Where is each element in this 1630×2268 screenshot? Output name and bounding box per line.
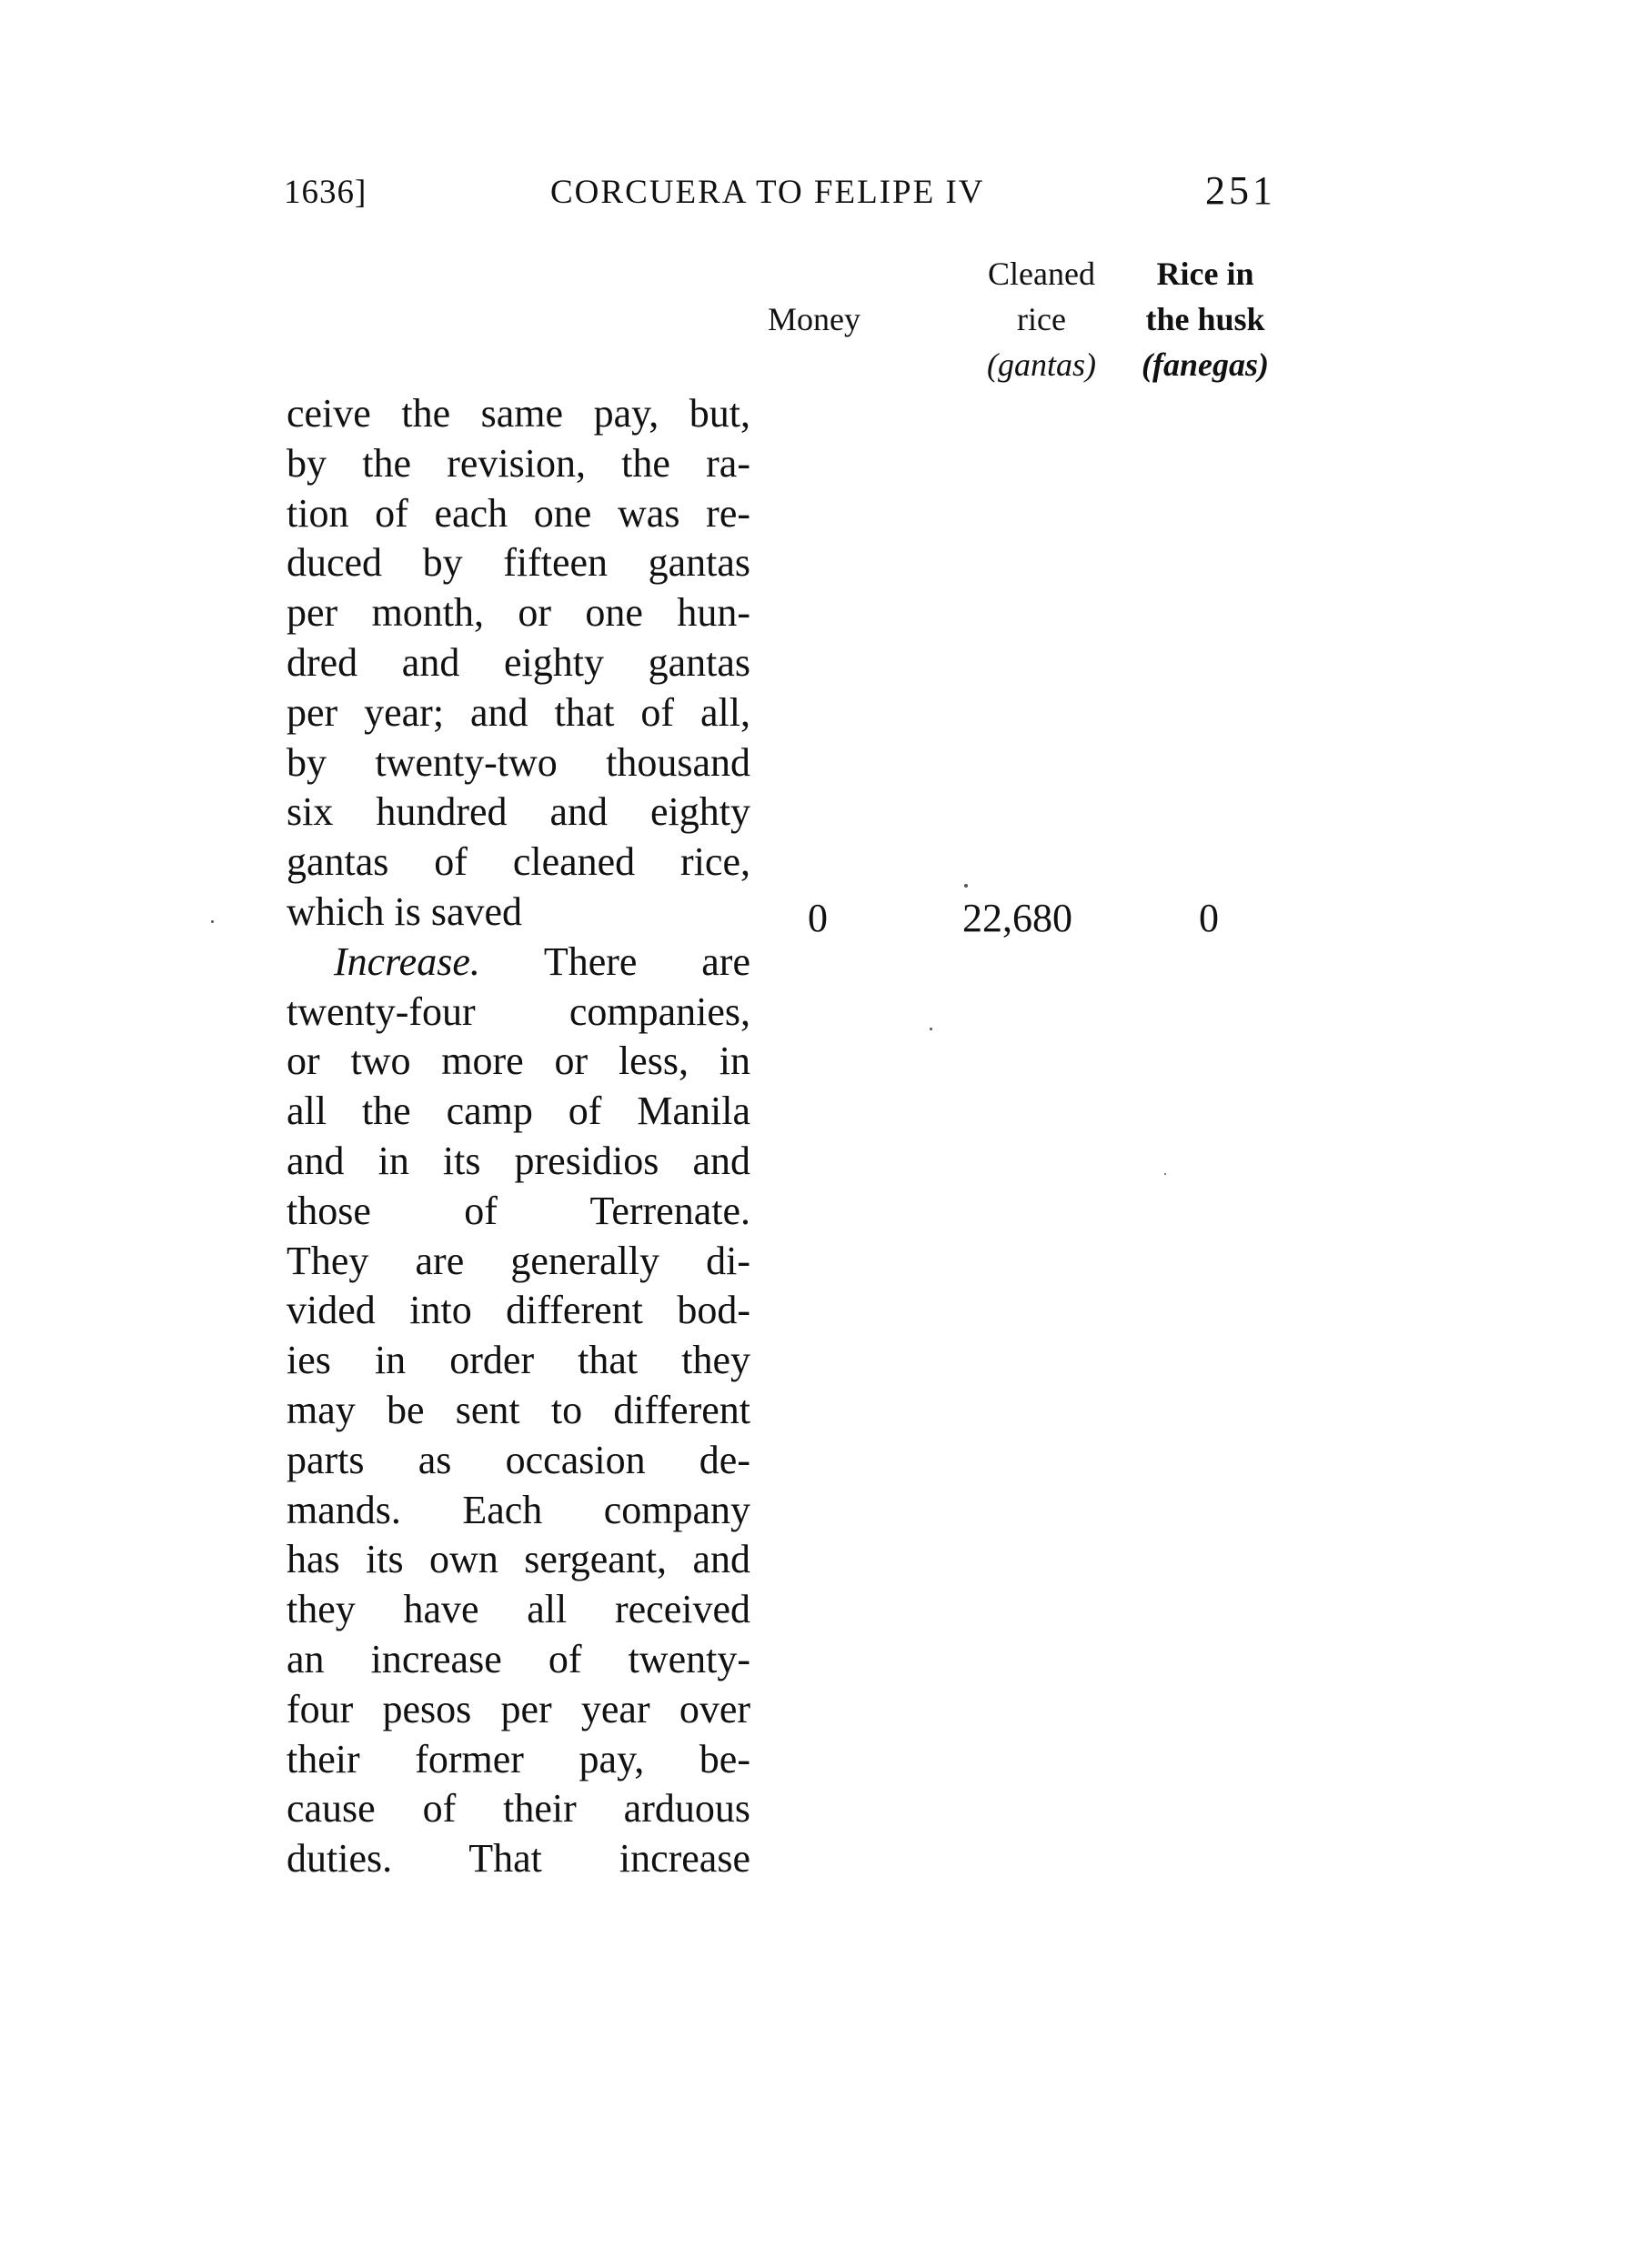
print-speck [211, 920, 214, 923]
saved-money-value: 0 [808, 896, 828, 940]
text-line-saved: which is saved [287, 888, 523, 934]
column-header-cleaned-rice [955, 251, 1128, 387]
running-head-title: CORCUERA TO FELIPE IV [550, 174, 985, 211]
print-speck [964, 884, 968, 888]
increase-heading: Increase. [334, 938, 480, 984]
cleaned-rice-label-1: Cleaned [988, 256, 1095, 292]
running-head-year: 1636] [284, 174, 367, 211]
text-line: may be sent to different [287, 1387, 750, 1432]
text-line: twenty-four companies, [287, 988, 750, 1034]
text-line: has its own sergeant, and [287, 1537, 750, 1582]
husk-rice-unit: (fanegas) [1142, 346, 1269, 383]
text-line: or two more or less, in [287, 1039, 750, 1084]
text-line: all the camp of Manila [287, 1089, 750, 1134]
text-line: four pesos per year over [287, 1686, 750, 1731]
text-line: per year; and that of all, [287, 689, 750, 735]
page-number: 251 [1205, 168, 1276, 213]
saved-husk-rice-value: 0 [1199, 896, 1219, 940]
text-line: their former pay, be- [287, 1736, 750, 1781]
cleaned-rice-label-2: rice [1017, 301, 1066, 337]
text-line: an increase of twenty- [287, 1636, 750, 1681]
text-line: They are generally di- [287, 1238, 750, 1283]
column-header-money-label: Money [768, 301, 860, 337]
text-line: by twenty-two thousand [287, 739, 750, 785]
text-line: per month, or one hun- [287, 590, 750, 636]
text-line: and in its presidios and [287, 1138, 750, 1183]
text-line: ies in order that they [287, 1338, 750, 1383]
cleaned-rice-unit: (gantas) [987, 346, 1096, 383]
text-line-increase [287, 938, 750, 988]
text-line: by the revision, the ra- [287, 440, 750, 486]
text-line: those of Terrenate. [287, 1188, 750, 1233]
print-speck [930, 1028, 932, 1030]
text-line: duties. That increase [287, 1836, 750, 1882]
running-head [0, 168, 1630, 218]
text-line: vided into different bod- [287, 1288, 750, 1333]
text-line: gantas of cleaned rice, [287, 839, 750, 885]
text-line: ceive the same pay, but, [287, 391, 750, 436]
text-line: they have all received [287, 1587, 750, 1632]
text-line: duced by fifteen gantas [287, 540, 750, 586]
husk-rice-label-2: the husk [1145, 301, 1265, 337]
husk-rice-label-1: Rice in [1156, 256, 1254, 292]
text-line: parts as occasion de- [287, 1437, 750, 1482]
text-line: mands. Each company [287, 1487, 750, 1532]
column-header-money [755, 296, 873, 342]
column-header-husk-rice [1128, 251, 1283, 387]
text-line: six hundred and eighty [287, 789, 750, 835]
text-line: tion of each one was re- [287, 490, 750, 536]
body-text-column [287, 389, 750, 1884]
saved-cleaned-rice-value: 22,680 [962, 896, 1072, 940]
text-line: cause of their arduous [287, 1786, 750, 1831]
print-speck [1164, 1173, 1166, 1175]
increase-heading-rest: There are [543, 938, 750, 984]
text-line: dred and eighty gantas [287, 639, 750, 685]
